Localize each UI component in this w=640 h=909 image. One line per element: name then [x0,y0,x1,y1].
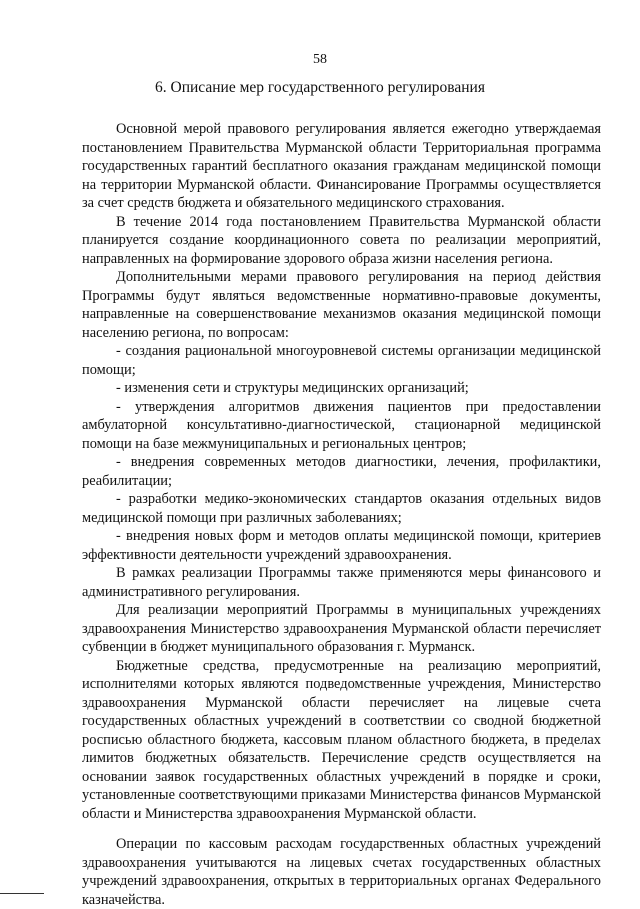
paragraph-coordination-council: В течение 2014 года постановлением Правительства Мурманской области планируется создание координационного совета по реализации мероприятий, направленных на формирование здорового образа жизни населения региона. [82,213,601,267]
paragraph-subventions: Для реализации мероприятий Программы в муниципальных учреждениях здравоохранения Министерство здравоохранения Мурманской области перечисляет субвенции в бюджет муниципального образования г. Мурманск. [82,602,601,655]
list-item: - разработки медико-экономических стандартов оказания отдельных видов медицинской помощи при различных заболеваниях; [82,491,601,526]
list-item: - внедрения современных методов диагностики, лечения, профилактики, реабилитации; [82,454,601,489]
paragraph-additional-measures: Дополнительными мерами правового регулирования на период действия Программы будут являться ведомственные нормативно-правовые документы, направленные на совершенствование механизмов оказания медицинской помощи населению региона, по вопросам: [82,269,601,341]
footnote-rule [0,893,44,894]
paragraph-financial-regulation: В рамках реализации Программы также применяются меры финансового и административного регулирования. [82,565,601,600]
paragraph-cash-operations: Операции по кассовым расходам государственных областных учреждений здравоохранения учитываются на лицевых счетах государственных областных учреждений здравоохранения, открытых в территориальных органах Федерального казначейства. [82,836,601,908]
paragraph-budget-funds: Бюджетные средства, предусмотренные на реализацию мероприятий, исполнителями которых являются подведомственные учреждения, Министерство здравоохранения Мурманской области перечисляет на лицевые счета государственных областных учреждений в соответствии со сводной бюджетной росписью областного бюджета, кассовым планом областного бюджета, в пределах лимитов бюджетных обязательств. Перечисление средств осуществляется на основании заявок государственных областных учреждений в порядке и сроки, установленные соответствующими приказами Министерства финансов Мурманской области и Министерства здравоохранения Мурманской области. [82,657,601,822]
section-heading: 6. Описание мер государственного регулирования [155,79,485,96]
page-number: 58 [313,52,327,67]
list-item: - утверждения алгоритмов движения пациентов при предоставлении амбулаторной консультативно-диагностической, стационарной медицинской помощи на базе межмуниципальных и региональных центров; [82,398,601,452]
list-item: - внедрения новых форм и методов оплаты медицинской помощи, критериев эффективности деятельности учреждений здравоохранения. [82,528,601,563]
document-body [82,120,601,909]
paragraph-main-measure: Основной мерой правового регулирования является ежегодно утверждаемая постановлением Правительства Мурманской области Территориальная программа государственных гарантий бесплатного оказания гражданам медицинской помощи на территории Мурманской области. Финансирование Программы осуществляется за счет средств бюджета и обязательного медицинского страхования. [82,121,601,211]
list-item: - создания рациональной многоуровневой системы организации медицинской помощи; [82,343,601,378]
list-item: - изменения сети и структуры медицинских организаций; [116,380,469,396]
